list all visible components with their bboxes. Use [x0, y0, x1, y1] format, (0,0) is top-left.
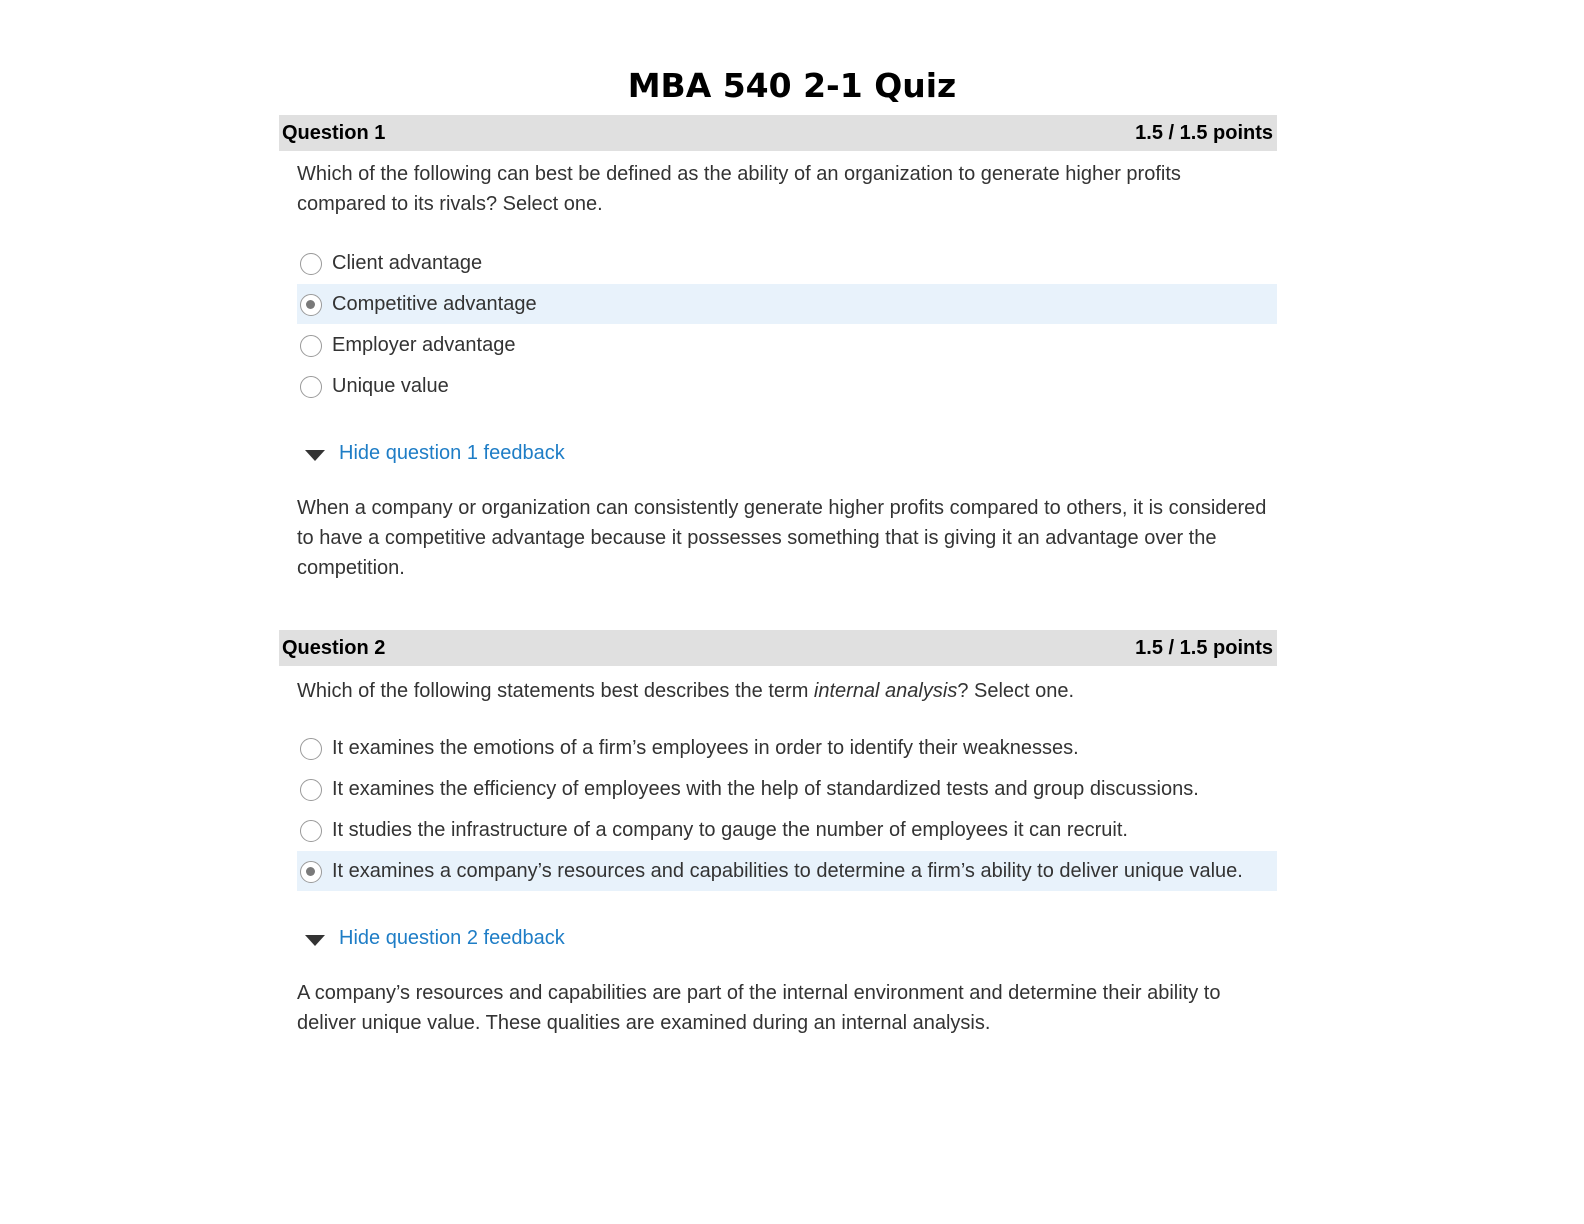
question-prompt: Which of the following can best be defined as the ability of an organization to generate higher profits compared to its rivals? Select one. — [297, 163, 1181, 215]
answer-option-label: Employer advantage — [332, 333, 516, 356]
caret-down-icon[interactable] — [305, 450, 325, 461]
answer-option[interactable] — [297, 243, 1277, 283]
question-header — [279, 630, 1277, 666]
answer-option[interactable] — [297, 325, 1277, 365]
prompt-term: internal analysis — [813, 680, 958, 702]
answer-option[interactable] — [297, 851, 1277, 891]
answer-option[interactable] — [297, 366, 1277, 406]
answer-option-label: It examines a company’s resources and capabilities to determine a firm’s ability to deliver unique value. — [332, 859, 1243, 882]
question-label: Question 2 — [282, 636, 386, 659]
answer-option[interactable] — [297, 728, 1277, 768]
answer-option[interactable] — [297, 284, 1277, 324]
radio-button-icon[interactable] — [300, 779, 322, 801]
question-header — [279, 115, 1277, 151]
hide-feedback-toggle[interactable] — [305, 438, 1277, 468]
prompt-text: Which of the following statements best describes the term — [297, 680, 814, 702]
answer-option[interactable] — [297, 810, 1277, 850]
radio-button-icon[interactable] — [300, 376, 322, 398]
question-label: Question 1 — [282, 121, 386, 144]
answer-option-label: Competitive advantage — [332, 292, 537, 315]
page-title: MBA 540 2-1 Quiz — [627, 66, 957, 105]
radio-button-icon[interactable] — [300, 335, 322, 357]
question-score: 1.5 / 1.5 points — [1135, 121, 1273, 144]
answer-option[interactable] — [297, 769, 1277, 809]
answer-options — [279, 243, 1277, 406]
answer-option-label: It studies the infrastructure of a company to gauge the number of employees it can recruit. — [332, 818, 1128, 841]
radio-button-icon[interactable] — [300, 294, 322, 316]
question-score: 1.5 / 1.5 points — [1135, 636, 1273, 659]
hide-feedback-toggle[interactable] — [305, 923, 1277, 953]
radio-button-icon[interactable] — [300, 820, 322, 842]
answer-option-label: It examines the efficiency of employees with the help of standardized tests and group discussions. — [332, 777, 1199, 800]
radio-button-icon[interactable] — [300, 253, 322, 275]
answer-option-label: It examines the emotions of a firm’s employees in order to identify their weaknesses. — [332, 736, 1079, 759]
feedback-text: A company’s resources and capabilities are part of the internal environment and determine their ability to deliver unique value. These qualities are examined during an internal analysis. — [297, 982, 1221, 1034]
prompt-text: ? Select one. — [957, 680, 1075, 702]
answer-option-label: Unique value — [332, 374, 449, 397]
hide-feedback-link[interactable]: Hide question 2 feedback — [339, 926, 565, 949]
caret-down-icon[interactable] — [305, 935, 325, 946]
question-prompt — [279, 676, 1277, 706]
answer-options — [279, 728, 1277, 891]
question-2 — [279, 630, 1277, 1038]
radio-button-icon[interactable] — [300, 861, 322, 883]
answer-option-label: Client advantage — [332, 251, 483, 274]
hide-feedback-link[interactable]: Hide question 1 feedback — [339, 441, 565, 464]
feedback-text: When a company or organization can consistently generate higher profits compared to others, it is considered to have a competitive advantage because it possesses something that is giving it an advantage over the competition. — [297, 497, 1267, 579]
question-1 — [279, 115, 1277, 583]
radio-button-icon[interactable] — [300, 738, 322, 760]
